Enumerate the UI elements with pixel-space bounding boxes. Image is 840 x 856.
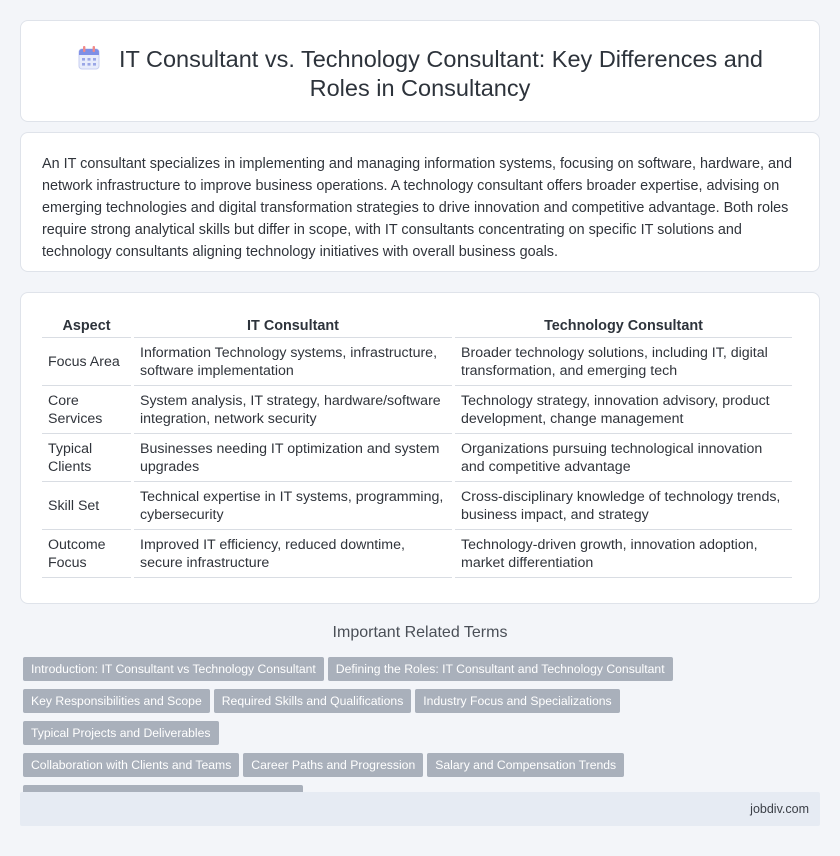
aspect-cell: Core Services: [42, 386, 131, 434]
it-consultant-cell: Businesses needing IT optimization and system upgrades: [134, 434, 452, 482]
related-term-tag[interactable]: Collaboration with Clients and Teams: [23, 753, 239, 777]
aspect-cell: Focus Area: [42, 338, 131, 386]
related-term-tag[interactable]: Introduction: IT Consultant vs Technology Consultant: [23, 657, 324, 681]
header-it-consultant: IT Consultant: [134, 309, 452, 338]
related-term-tag[interactable]: Typical Projects and Deliverables: [23, 721, 219, 745]
header-aspect: Aspect: [42, 309, 131, 338]
technology-consultant-cell: Organizations pursuing technological innovation and competitive advantage: [455, 434, 792, 482]
related-term-tag[interactable]: Key Responsibilities and Scope: [23, 689, 210, 713]
related-terms-heading: Important Related Terms: [332, 624, 508, 641]
title-card: [20, 20, 820, 122]
footer-site-link[interactable]: jobdiv.com: [750, 802, 809, 816]
comparison-table: [39, 309, 795, 578]
it-consultant-cell: Information Technology systems, infrastructure, software implementation: [134, 338, 452, 386]
it-consultant-cell: Technical expertise in IT systems, programming, cybersecurity: [134, 482, 452, 530]
related-term-tag[interactable]: Salary and Compensation Trends: [427, 753, 624, 777]
table-row: [42, 338, 792, 386]
related-term-tag[interactable]: Required Skills and Qualifications: [214, 689, 412, 713]
related-term-tag[interactable]: Defining the Roles: IT Consultant and Technology Consultant: [328, 657, 673, 681]
technology-consultant-cell: Technology-driven growth, innovation adoption, market differentiation: [455, 530, 792, 578]
intro-paragraph: An IT consultant specializes in implementing and managing information systems, focusing on software, hardware, and network infrastructure to improve business operations. A technology consultant offers broader expertise, advising on emerging technologies and digital transformation strategies to drive innovation and competitive advantage. Both roles require strong analytical skills but differ in scope, with IT consultants concentrating on specific IT solutions and technology consultants aligning technology initiatives with overall business goals.: [42, 156, 793, 260]
related-term-tag[interactable]: Industry Focus and Specializations: [415, 689, 619, 713]
footer: [20, 792, 820, 826]
aspect-cell: Skill Set: [42, 482, 131, 530]
page-title: [21, 45, 819, 103]
technology-consultant-cell: Cross-disciplinary knowledge of technology trends, business impact, and strategy: [455, 482, 792, 530]
technology-consultant-cell: Technology strategy, innovation advisory, product development, change management: [455, 386, 792, 434]
intro-card: [20, 132, 820, 272]
aspect-cell: Outcome Focus: [42, 530, 131, 578]
comparison-card: [20, 292, 820, 604]
table-header-row: [42, 309, 792, 338]
title-line-1: IT Consultant vs. Technology Consultant: Key Differences and: [118, 46, 763, 72]
it-consultant-cell: Improved IT efficiency, reduced downtime, secure infrastructure: [134, 530, 452, 578]
table-row: [42, 482, 792, 530]
it-consultant-cell: System analysis, IT strategy, hardware/software integration, network security: [134, 386, 452, 434]
title-line-2: Roles in Consultancy: [309, 75, 531, 101]
related-term-tag[interactable]: Career Paths and Progression: [243, 753, 423, 777]
calendar-icon: [77, 45, 101, 71]
header-technology-consultant: Technology Consultant: [455, 309, 792, 338]
table-row: [42, 530, 792, 578]
table-row: [42, 434, 792, 482]
technology-consultant-cell: Broader technology solutions, including IT, digital transformation, and emerging tech: [455, 338, 792, 386]
table-row: [42, 386, 792, 434]
aspect-cell: Typical Clients: [42, 434, 131, 482]
